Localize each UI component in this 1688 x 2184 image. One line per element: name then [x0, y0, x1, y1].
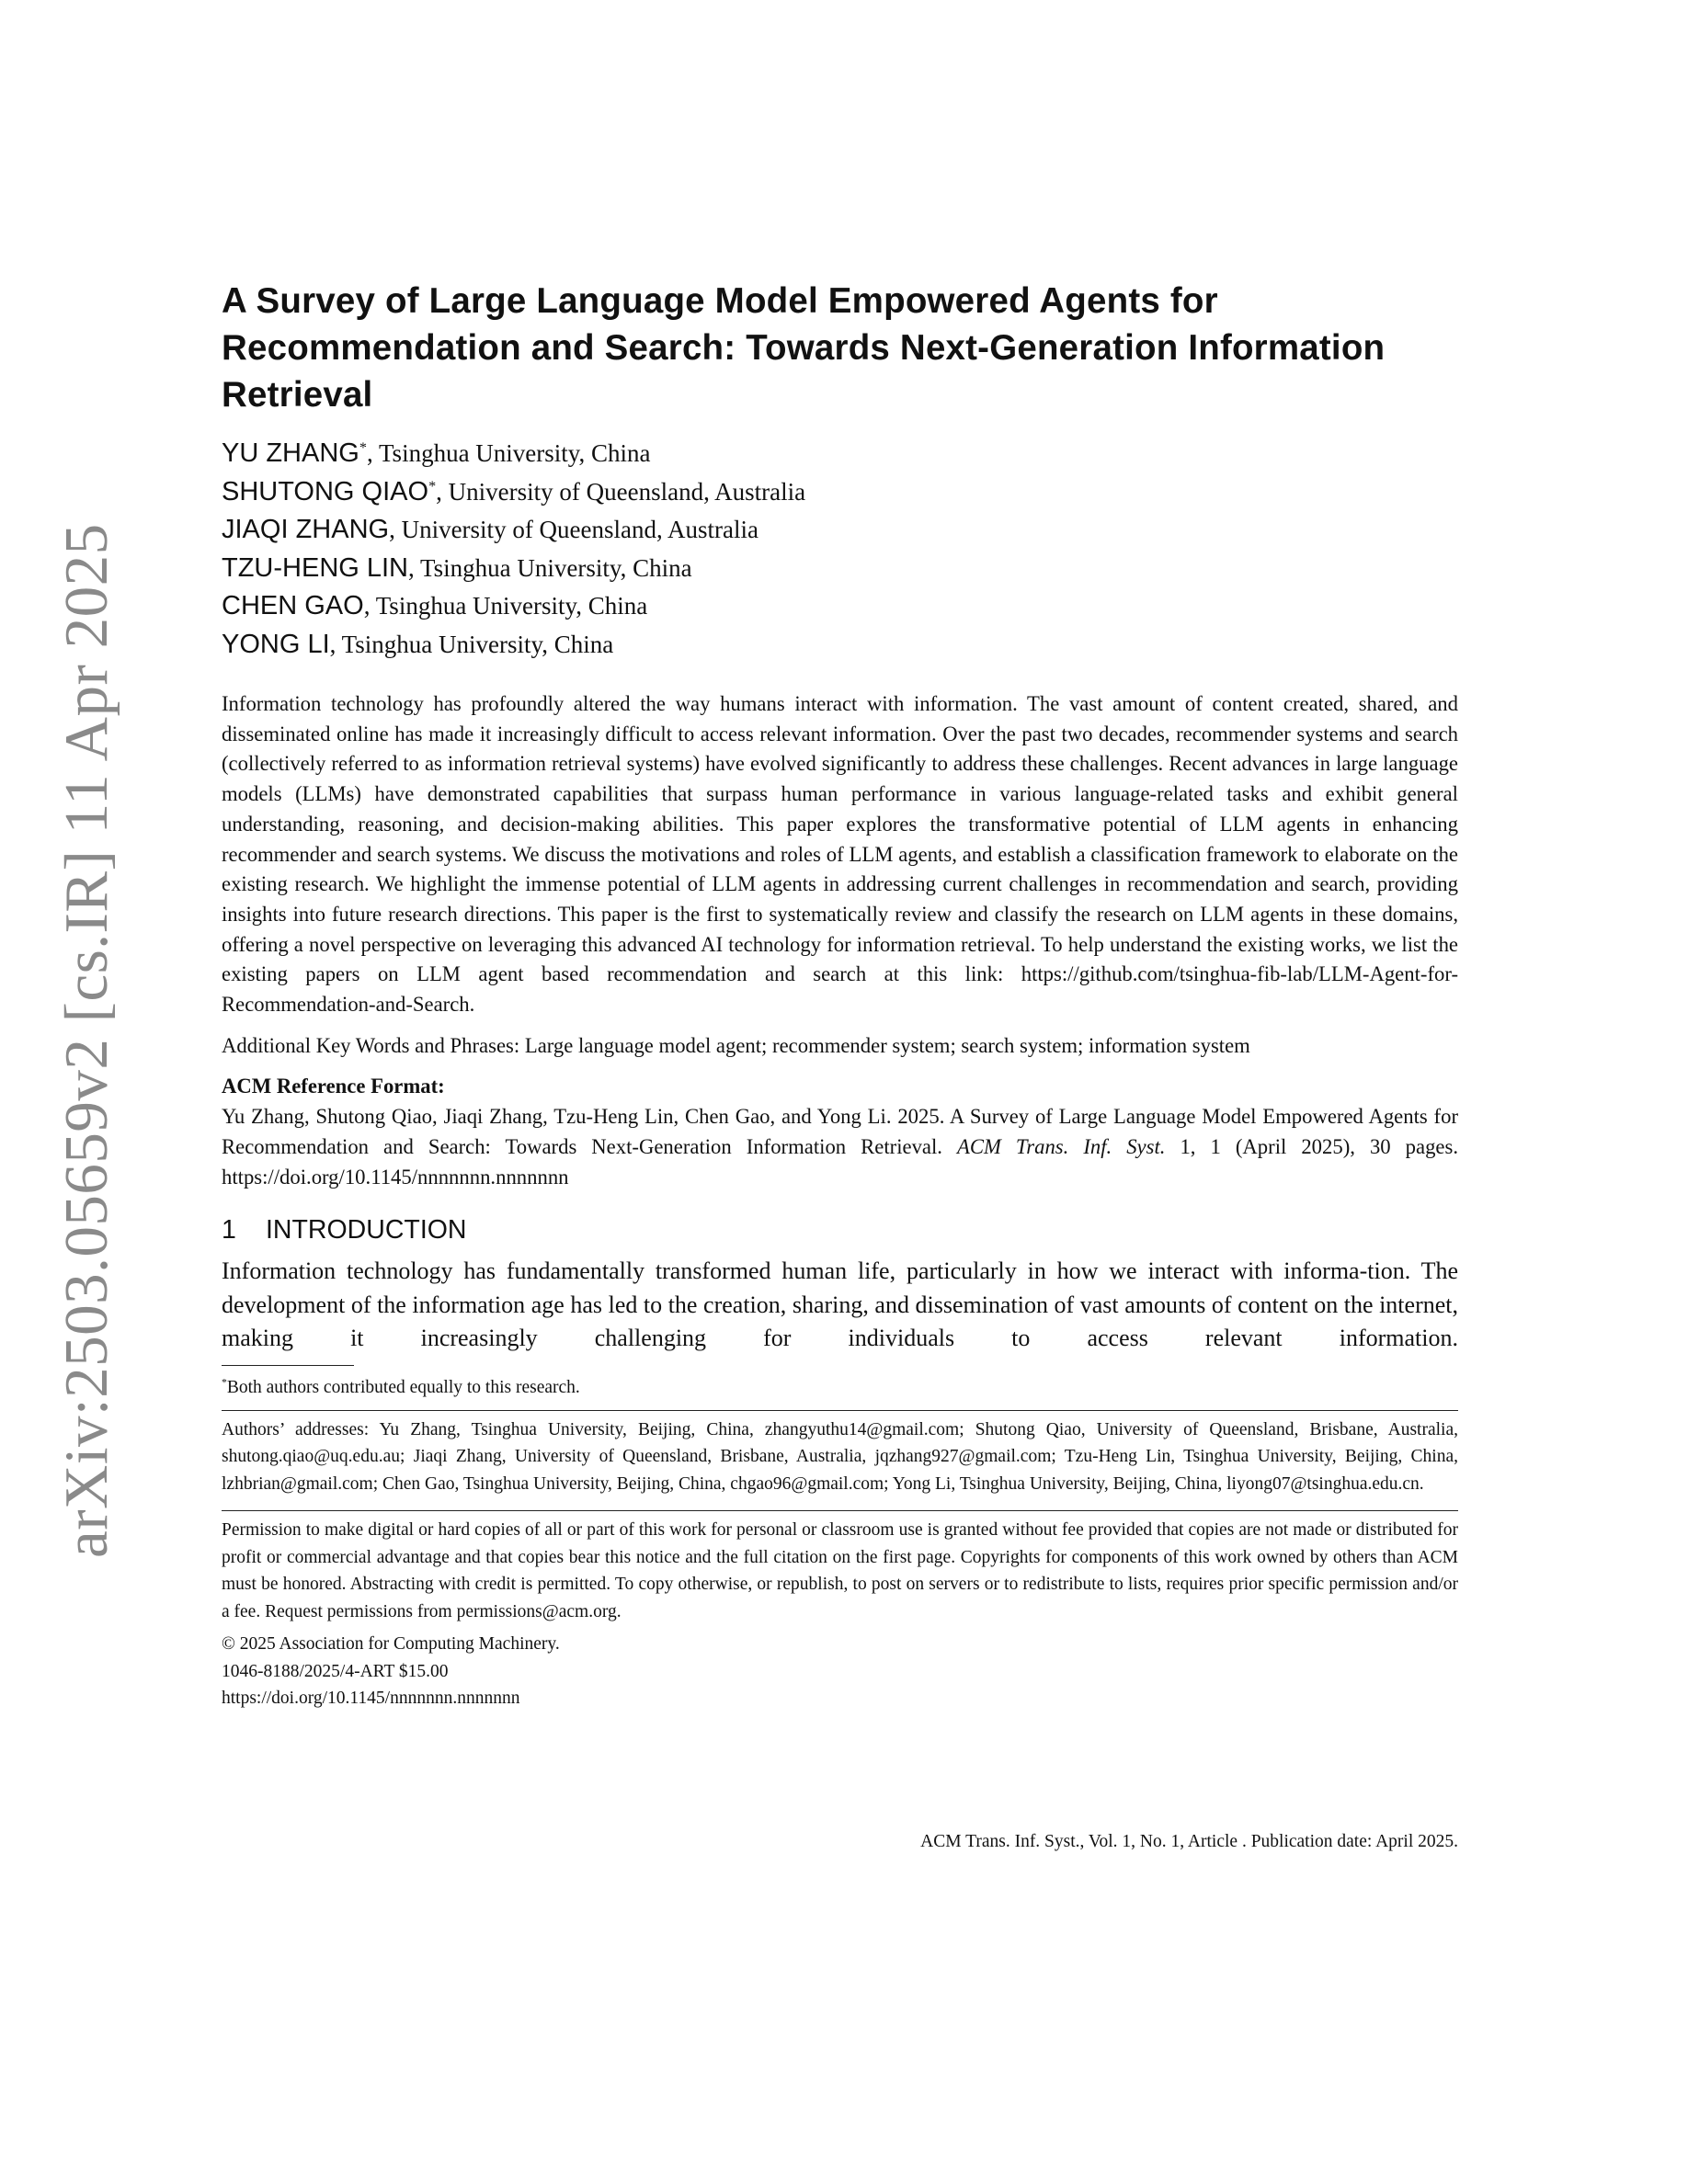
equal-contribution-footnote [222, 1375, 1458, 1401]
author-affiliation: , Tsinghua University, China [408, 553, 692, 582]
title-line-1: A Survey of Large Language Model Empowered Agents for [222, 281, 1218, 321]
copyright-notice: © 2025 Association for Computing Machinery. [222, 1634, 560, 1655]
paper-first-page [222, 278, 1458, 1712]
citation-details: 1, 1 (April 2025), 30 pages. https://doi.org/10.1145/nnnnnnn.nnnnnnn [222, 1134, 1458, 1189]
author-name: CHEN GAO [222, 591, 364, 620]
acm-reference-heading: ACM Reference Format: [222, 1075, 445, 1098]
section-heading [222, 1212, 1458, 1247]
permission-notice: Permission to make digital or hard copies of all or part of this work for personal or classroom use is granted without fee provided that copies are not made or distributed for profit or commercial advantage and that copies bear this notice and the full citation on the first page. Copyrights for components of this work owned by others than ACM must be honored. Abstracting with credit is permitted. To copy otherwise, or republish, to post on servers or to redistribute to lists, requires prior specific permission and/or a fee. Request permissions from permissions@acm.org. [222, 1520, 1458, 1621]
author-name: JIAQI ZHANG [222, 515, 390, 544]
title-line-2: Recommendation and Search: Towards Next-Generation Information [222, 328, 1386, 368]
author-affiliation: , University of Queensland, Australia [436, 477, 806, 506]
citation-text: Yu Zhang, Shutong Qiao, Jiaqi Zhang, Tzu-Heng Lin, Chen Gao, and Yong Li. 2025. A Survey of Large Language Model Empowered Agents for Recommendation and Search: Towards Next-Generation Information Retrieval. [222, 1105, 1458, 1158]
arxiv-identifier-stamp: arXiv:2503.05659v2 [cs.IR] 11 Apr 2025 [52, 523, 120, 1558]
running-footer: ACM Trans. Inf. Syst., Vol. 1, No. 1, Article . Publication date: April 2025. [920, 1832, 1458, 1851]
footnote-mark: * [222, 1376, 227, 1389]
footnote-text: Both authors contributed equally to this research. [226, 1377, 580, 1397]
keywords: Additional Key Words and Phrases: Large language model agent; recommender system; search system; information system [222, 1033, 1250, 1057]
author-list [222, 435, 1458, 664]
author-line [222, 435, 1458, 473]
author-name: TZU-HENG LIN [222, 552, 408, 583]
author-line [222, 626, 1458, 665]
footnote-divider [222, 1365, 354, 1366]
authors-addresses: Authors’ addresses: Yu Zhang, Tsinghua University, Beijing, China, zhangyuthu14@gmail.com; Shutong Qiao, University of Queensland, Brisbane, Australia, shutong.qiao@uq.edu.au; Jiaqi Zhang, University of Queensland, Brisbane, Australia, jqzhang927@gmail.com; Tzu-Heng Lin, Tsinghua University, Beijing, China, lzhbrian@gmail.com; Chen Gao, Tsinghua University, Beijing, China, chgao96@gmail.com; Yong Li, Tsinghua University, Beijing, China, liyong07@tsinghua.edu.cn. [222, 1419, 1458, 1494]
author-line [222, 473, 1458, 512]
acm-reference-citation [222, 1102, 1458, 1192]
author-affiliation: , Tsinghua University, China [366, 439, 651, 467]
author-name: SHUTONG QIAO [222, 476, 429, 506]
equal-contribution-mark: * [359, 439, 367, 456]
doi-link[interactable]: https://doi.org/10.1145/nnnnnnn.nnnnnnn [222, 1689, 520, 1709]
author-affiliation: , Tsinghua University, China [329, 630, 614, 658]
journal-name: ACM Trans. Inf. Syst. [957, 1134, 1166, 1158]
abstract: Information technology has profoundly altered the way humans interact with information. The vast amount of content created, shared, and disseminated online has made it increasingly difficult to access relevant information. Over the past two decades, recommender systems and search (collectively referred to as information retrieval systems) have evolved significantly to address these challenges. Recent advances in large language models (LLMs) have demonstrated capabilities that surpass human performance in various language-related tasks and exhibit general understanding, reasoning, and decision-making abilities. This paper explores the transformative potential of LLM agents in enhancing recommender and search systems. We discuss the motivations and roles of LLM agents, and establish a classification framework to elaborate on the existing research. We highlight the immense potential of LLM agents in addressing current challenges in recommendation and search, providing insights into future research directions. This paper is the first to systematically review and classify the research on LLM agents in these domains, offering a novel perspective on leveraging this advanced AI technology for information retrieval. To help understand the existing works, we list the existing papers on LLM agent based recommendation and search at this link: https://github.com/tsinghua-fib-lab/LLM-Agent-for-Recommendation-and-Search. [222, 692, 1458, 1017]
equal-contribution-mark: * [428, 477, 437, 495]
author-name: YU ZHANG [222, 438, 359, 468]
author-affiliation: , Tsinghua University, China [363, 592, 648, 620]
author-line [222, 511, 1458, 550]
acm-reference-format [222, 1072, 1458, 1192]
title-line-3: Retrieval [222, 375, 373, 415]
introduction-paragraph: Information technology has fundamentally transformed human life, particularly in how we interact with informa-tion. The development of the information age has led to the creation, sharing, and dissemination of vast amounts of content on the internet, making it increasingly challenging for individuals to access relevant information. [222, 1257, 1458, 1352]
paper-title [222, 278, 1458, 418]
permission-divider [222, 1510, 1458, 1511]
addresses-divider [222, 1410, 1458, 1411]
author-line [222, 587, 1458, 626]
section-number: 1 [222, 1215, 236, 1246]
section-title: INTRODUCTION [266, 1215, 467, 1246]
author-name: YONG LI [222, 629, 330, 659]
issn-line: 1046-8188/2025/4-ART $15.00 [222, 1661, 449, 1681]
author-affiliation: , University of Queensland, Australia [389, 516, 758, 543]
author-line [222, 550, 1458, 588]
